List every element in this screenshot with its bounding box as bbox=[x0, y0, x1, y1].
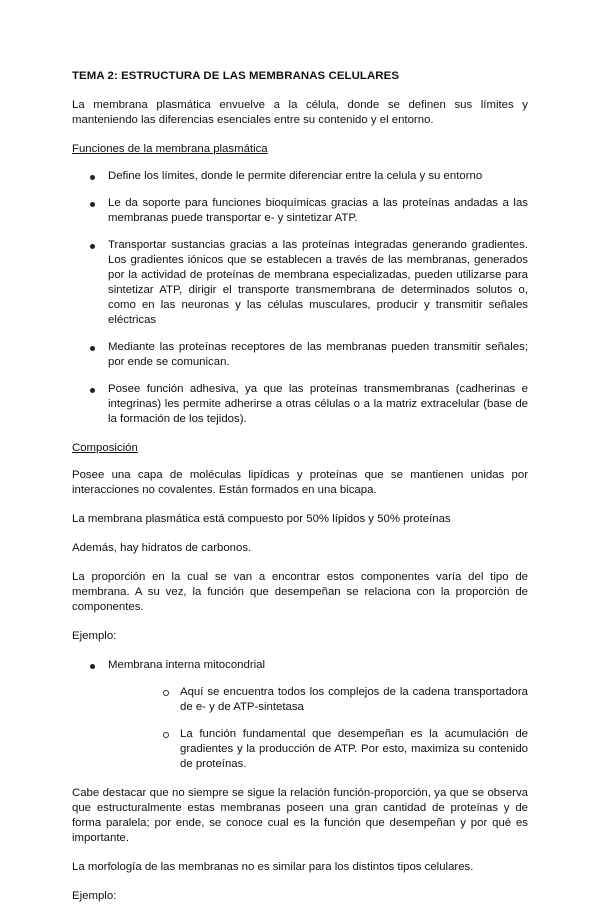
example-label: Ejemplo: bbox=[72, 630, 117, 642]
composition-paragraph-1: Posee una capa de moléculas lipídicas y proteínas que se mantienen unidas por interacciones no covalentes. Están formados en una bicapa. bbox=[72, 469, 528, 496]
list-item: Le da soporte para funciones bioquímicas gracias a las proteínas andadas a las membranas puede transportar e- y sintetizar ATP. bbox=[72, 196, 528, 226]
sub-list-item: Aquí se encuentra todos los complejos de la cadena transportadora de e- y de ATP-sintetasa bbox=[144, 685, 528, 715]
functions-heading: Funciones de la membrana plasmática bbox=[72, 143, 268, 155]
list-item: Mediante las proteínas receptores de las membranas pueden transmitir señales; por ende se comunican. bbox=[72, 340, 528, 370]
sub-list-item: La función fundamental que desempeñan es la acumulación de gradientes y la producción de ATP. Por esto, maximiza su contenido de proteínas. bbox=[144, 727, 528, 772]
list-item: Membrana interna mitocondrial Aquí se encuentra todos los complejos de la cadena transportadora de e- y de ATP-sintetasa La función fundamental que desempeñan es la acumulación de gradientes y la producción de ATP. Por esto, maximiza su contenido de proteínas. bbox=[72, 658, 528, 772]
sub-list bbox=[108, 685, 528, 772]
composition-heading: Composición bbox=[72, 442, 138, 454]
bullet-icon bbox=[90, 202, 95, 207]
bullet-icon bbox=[90, 244, 95, 249]
composition-paragraph-6: La morfología de las membranas no es similar para los distintos tipos celulares. bbox=[72, 861, 474, 873]
bullet-icon bbox=[90, 346, 95, 351]
composition-paragraph-2: La membrana plasmática está compuesto por 50% lípidos y 50% proteínas bbox=[72, 513, 451, 525]
document-page bbox=[72, 69, 528, 918]
hollow-bullet-icon bbox=[163, 732, 169, 738]
example-list bbox=[72, 658, 528, 772]
page-title: TEMA 2: ESTRUCTURA DE LAS MEMBRANAS CELULARES bbox=[72, 70, 400, 82]
composition-paragraph-5: Cabe destacar que no siempre se sigue la relación función-proporción, ya que se observa que estructuralmente estas membranas poseen una gran cantidad de proteínas y de forma paralela; por ende, se conoce cual es la función que desempeñan y por qué es importante. bbox=[72, 787, 528, 844]
composition-paragraph-4: La proporción en la cual se van a encontrar estos componentes varía del tipo de membrana. A su vez, la función que desempeñan se relaciona con la proporción de componentes. bbox=[72, 571, 528, 613]
example-label-2: Ejemplo: bbox=[72, 890, 117, 902]
composition-paragraph-3: Además, hay hidratos de carbonos. bbox=[72, 542, 252, 554]
list-item: Posee función adhesiva, ya que las proteínas transmembranas (cadherinas e integrinas) les permite adherirse a otras células o a la matriz extracelular (base de la formación de los tejidos). bbox=[72, 382, 528, 427]
bullet-icon bbox=[90, 175, 95, 180]
bullet-icon bbox=[90, 664, 95, 669]
list-item: Transportar sustancias gracias a las proteínas integradas generando gradientes. Los gradientes iónicos que se establecen a través de las membranas, generados por la actividad de proteínas de membrana especializadas, pueden utilizarse para sintetizar ATP, dirigir el transporte transmembrana de determinados solutos o, como en las neuronas y las células musculares, producir y transmitir señales eléctricas bbox=[72, 238, 528, 328]
list-item: Define los límites, donde le permite diferenciar entre la celula y su entorno bbox=[72, 169, 528, 184]
hollow-bullet-icon bbox=[163, 690, 169, 696]
functions-list bbox=[72, 169, 528, 427]
bullet-icon bbox=[90, 388, 95, 393]
intro-paragraph: La membrana plasmática envuelve a la célula, donde se definen sus límites y manteniendo las diferencias esenciales entre su contenido y el entorno. bbox=[72, 99, 528, 126]
